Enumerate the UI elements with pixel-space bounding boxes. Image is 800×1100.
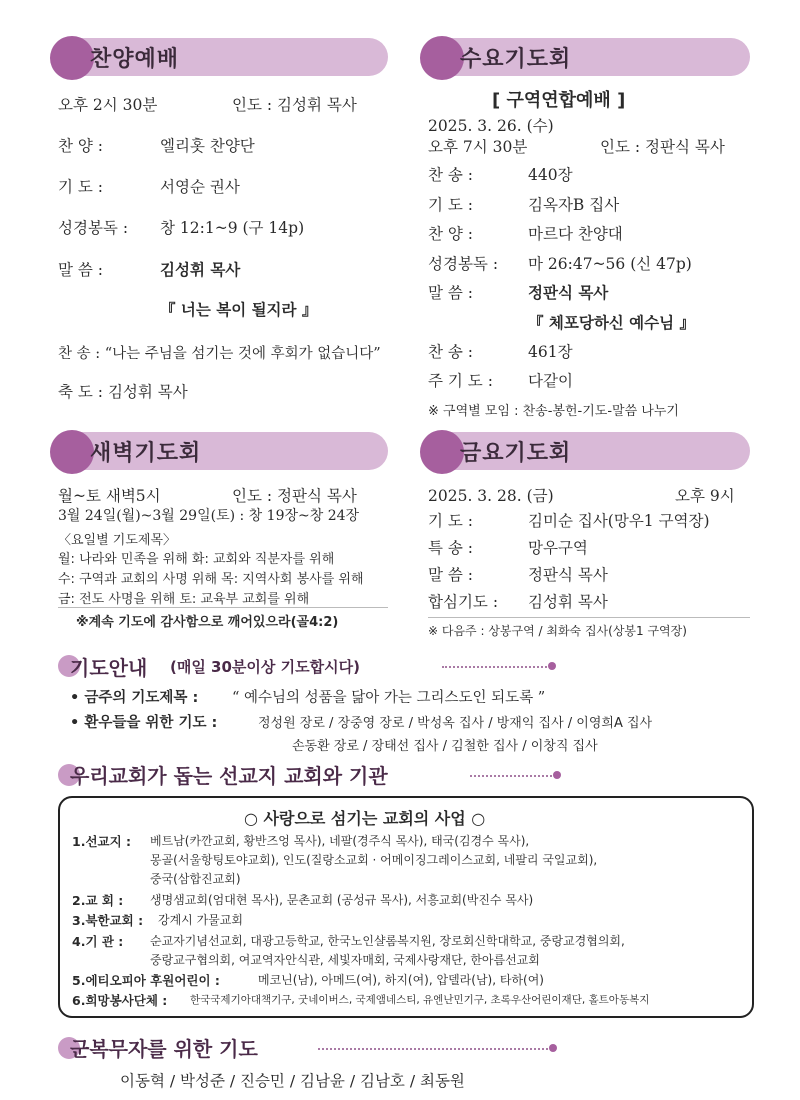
dawn-daily-title: 〈요일별 기도제목〉: [58, 533, 177, 548]
sunday-time: 오후 2시 30분: [58, 96, 158, 114]
military-names: 이동혁 / 박성준 / 진승민 / 김남윤 / 김남호 / 최동원: [120, 1072, 465, 1090]
friday-row-label: 말 씀 :: [428, 566, 474, 584]
heading-dot-icon: [50, 36, 94, 80]
wednesday-row-value: 마 26:47~56 (신 47p): [528, 255, 692, 273]
wednesday-row-value: 461장: [528, 343, 573, 361]
sunday-row-value: 엘리홋 찬양단: [160, 137, 255, 155]
mission-item-line: 한국국제기아대책기구, 굿네이버스, 국제앰네스티, 유엔난민기구, 초록우산어린이재단, 홀트아동복지: [190, 994, 650, 1006]
mission-item-label: 3.북한교회 :: [72, 913, 144, 928]
mission-item-label: 4.기 관 :: [72, 934, 124, 949]
sunday-row-value: 서영순 권사: [160, 178, 240, 196]
wednesday-note: ※ 구역별 모임 : 찬송-봉헌-기도-말씀 나누기: [428, 404, 679, 419]
mission-item-label: 2.교 회 :: [72, 893, 124, 908]
dawn-heading: 새벽기도회: [90, 441, 202, 466]
dawn-range: 3월 24일(월)~3월 29일(토) : 창 19장~창 24장: [58, 508, 360, 524]
wednesday-row-label: 찬 양 :: [428, 225, 474, 243]
sunday-leader: 인도 : 김성휘 목사: [232, 96, 357, 114]
divider: [58, 607, 388, 608]
wednesday-row-label: 찬 송 :: [428, 343, 474, 361]
dawn-leader: 인도 : 정판식 목사: [232, 487, 357, 505]
dotted-leader: [318, 1048, 548, 1050]
sick-names-line: 정성원 장로 / 장중영 장로 / 박성옥 집사 / 방재익 집사 / 이영희A 집사: [258, 716, 653, 731]
sick-prayer-label: • 환우들을 위한 기도 :: [70, 715, 218, 731]
sunday-row-label: 성경봉독 :: [58, 219, 129, 237]
heading-dot-icon: [420, 36, 464, 80]
mission-item-line: 메코닌(남), 아메드(여), 하지(여), 압델라(남), 타하(여): [258, 973, 544, 987]
sunday-benediction: 축 도 : 김성휘 목사: [58, 383, 188, 401]
mission-item-line: 강계시 가물교회: [158, 913, 243, 927]
wednesday-subheading: [ 구역연합예배 ]: [492, 90, 626, 111]
wednesday-heading: 수요기도회: [460, 47, 572, 72]
sunday-sermon-title: 『 너는 복이 될지라 』: [160, 301, 318, 319]
wednesday-row-value: 마르다 찬양대: [528, 225, 623, 243]
mission-item-line: 중랑교구협의회, 여교역자안식관, 세빛자매회, 국제사랑재단, 한아름선교회: [150, 953, 540, 967]
wednesday-sermon-title: 『 체포당하신 예수님 』: [528, 314, 695, 332]
dawn-heading-band: [58, 432, 388, 470]
friday-date: 2025. 3. 28. (금): [428, 487, 554, 505]
wednesday-row-value: 다같이: [528, 372, 573, 390]
wednesday-date: 2025. 3. 26. (수): [428, 117, 554, 135]
sunday-row-label: 기 도 :: [58, 178, 104, 196]
end-dot-icon: [548, 662, 556, 670]
sunday-preacher: 김성휘 목사: [160, 261, 241, 279]
divider: [428, 617, 750, 618]
wednesday-leader: 인도 : 정판식 목사: [600, 138, 725, 156]
heading-dot-icon: [420, 430, 464, 474]
heading-dot-icon: [50, 430, 94, 474]
dawn-verse: ※계속 기도에 감사함으로 깨어있으라(골4:2): [76, 615, 339, 630]
dawn-daily-item: 수: 구역과 교회의 사명 위해 목: 지역사회 봉사를 위해: [58, 572, 364, 587]
end-dot-icon: [549, 1044, 557, 1052]
friday-row-value: 정판식 목사: [528, 566, 608, 584]
sunday-row-label: 찬 양 :: [58, 137, 104, 155]
missions-heading: 우리교회가 돕는 선교지 교회와 기관: [70, 764, 388, 788]
sunday-heading: 찬양예배: [90, 47, 180, 72]
wednesday-row-label: 주 기 도 :: [428, 372, 493, 390]
friday-next: ※ 다음주 : 상봉구역 / 최화숙 집사(상봉1 구역장): [428, 624, 687, 638]
wednesday-time: 오후 7시 30분: [428, 138, 528, 156]
wednesday-row-label: 기 도 :: [428, 196, 474, 214]
prayer-topic: “ 예수님의 성품을 닮아 가는 그리스도인 되도록 ”: [232, 690, 546, 706]
friday-row-label: 기 도 :: [428, 512, 474, 530]
mission-item-label: 6.희망봉사단체 :: [72, 993, 168, 1008]
mission-item-line: 중국(삼합진교회): [150, 872, 241, 886]
friday-time: 오후 9시: [675, 487, 735, 505]
mission-item-label: 5.에티오피아 후원어린이 :: [72, 973, 220, 988]
mission-item-label: 1.선교지 :: [72, 834, 132, 849]
mission-item-line: 순교자기념선교회, 대광고등학교, 한국노인샬롬복지원, 장로회신학대학교, 중랑교경협의회,: [150, 934, 625, 948]
prayer-guide-subheading: (매일 30분이상 기도합시다): [170, 658, 360, 676]
friday-heading: 금요기도회: [460, 441, 572, 466]
friday-heading-band: [428, 432, 750, 470]
military-heading: 군복무자를 위한 기도: [70, 1037, 258, 1061]
dawn-daily-item: 월: 나라와 민족을 위해 화: 교회와 직분자를 위해: [58, 552, 335, 567]
sunday-row-label: 말 씀 :: [58, 261, 104, 279]
dawn-daily-item: 금: 전도 사명을 위해 토: 교육부 교회를 위해: [58, 592, 310, 607]
wednesday-row-label: 찬 송 :: [428, 166, 474, 184]
dawn-time: 월~토 새벽5시: [58, 487, 161, 505]
wednesday-row-label: 성경봉독 :: [428, 255, 499, 273]
missions-box-title: ○ 사랑으로 섬기는 교회의 사업 ○: [244, 809, 486, 828]
mission-item-line: 생명샘교회(엄대현 목사), 문촌교회 (공성규 목사), 서흥교회(박진수 목사): [150, 893, 534, 907]
friday-row-value: 김미순 집사(망우1 구역장): [528, 512, 710, 530]
sunday-heading-band: [58, 38, 388, 76]
dotted-leader: [442, 666, 547, 668]
sunday-row-value: 창 12:1~9 (구 14p): [160, 219, 305, 237]
mission-item-line: 베트남(카깐교회, 황반즈엉 목사), 네팔(경주식 목사), 태국(김경수 목사),: [150, 834, 530, 848]
friday-row-value: 망우구역: [528, 539, 588, 557]
wednesday-row-value: 김옥자B 집사: [528, 196, 620, 214]
dotted-leader: [470, 775, 552, 777]
friday-row-label: 합심기도 :: [428, 593, 499, 611]
wednesday-row-label: 말 씀 :: [428, 284, 474, 302]
wednesday-heading-band: [428, 38, 750, 76]
mission-item-line: 몽골(서울항팅토야교회), 인도(질랑소교회 · 어메이징그레이스교회, 네팔리 국일교회),: [150, 853, 598, 867]
wednesday-preacher: 정판식 목사: [528, 284, 609, 302]
friday-row-value: 김성휘 목사: [528, 593, 608, 611]
prayer-topic-label: • 금주의 기도제목 :: [70, 690, 199, 706]
prayer-guide-heading: 기도안내: [70, 656, 148, 680]
friday-row-label: 특 송 :: [428, 539, 474, 557]
end-dot-icon: [553, 771, 561, 779]
sick-names-line: 손동환 장로 / 장태선 집사 / 김철한 집사 / 이창직 집사: [292, 739, 598, 754]
wednesday-row-value: 440장: [528, 166, 573, 184]
sunday-hymn: 찬 송 : “나는 주님을 섬기는 것에 후회가 없습니다”: [58, 346, 381, 362]
